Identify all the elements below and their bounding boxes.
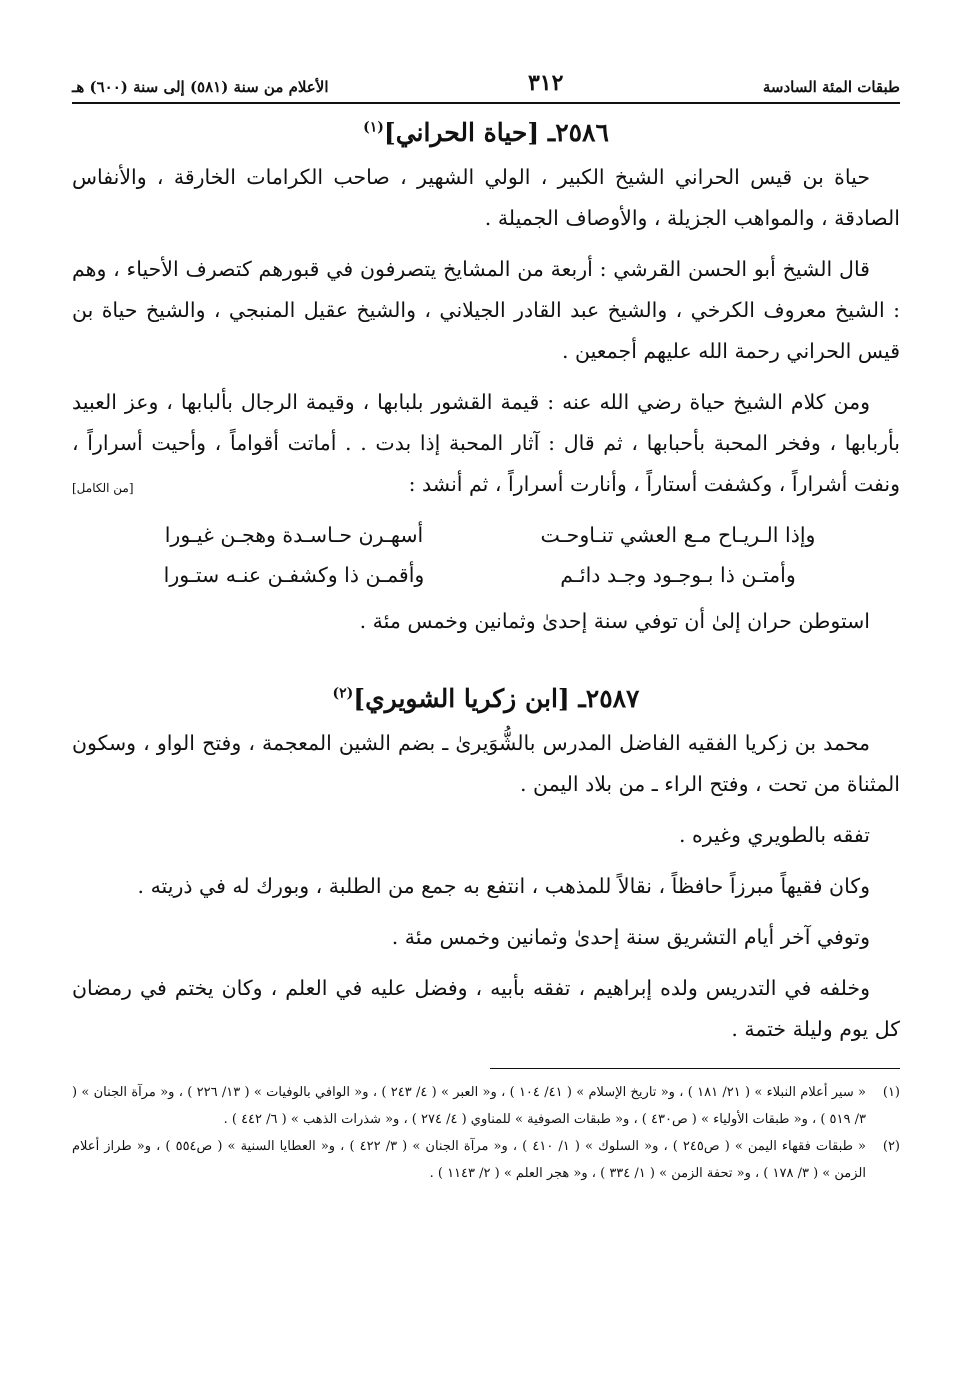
footnote-text: « سير أعلام النبلاء » ( ٢١/ ١٨١ ) ، و« تاريخ الإسلام » ( ٤١/ ١٠٤ ) ، و« العبر » ( ٤/ ٢٤٣ ) ، و« الوافي بالوفيات » ( ١٣/ ٢٢٦ ) ، و« مرآة الجنان » ( ٣/ ٥١٩ ) ، و« طبقات الأولياء » ( ص٤٣٠ ) ، و« طبقات الصوفية » للمناوي ( ٤/ ٢٧٤ ) ، و« شذرات الذهب » ( ٦/ ٤٤٢ ) . — [72, 1085, 866, 1127]
page-number: ٣١٢ — [527, 70, 564, 96]
entry-title-text: ٢٥٨٦ـ [حياة الحراني] — [383, 118, 609, 147]
paragraph: وتوفي آخر أيام التشريق سنة إحدىٰ وثمانين وخمس مئة . — [391, 925, 870, 949]
poetic-meter: [من الكامل] — [72, 481, 134, 495]
running-header — [72, 70, 900, 104]
paragraph: وكان فقيهاً مبرزاً حافظاً ، نقالاً للمذهب ، انتفع به جمع من الطلبة ، وبورك له في ذريته . — [137, 874, 870, 898]
paragraph: حياة بن قيس الحراني الشيخ الكبير ، الولي الشهير ، صاحب الكرامات الخارقة ، والأنفاس الصادقة ، والمواهب الجزيلة ، والأوصاف الجميلة . — [72, 165, 900, 230]
verse-hemistich-first: وأمتـن ذا بـوجـود وجـد دائـم — [560, 563, 796, 587]
footnote — [72, 1133, 900, 1187]
paragraph — [72, 382, 900, 505]
header-book-section: طبقات المئة السادسة — [762, 78, 900, 96]
verse-hemistich-second: وأقمـن ذا وكشفـن عنـه ستـورا — [163, 563, 425, 587]
book-page — [72, 70, 900, 1187]
entry-title-2586 — [72, 118, 900, 147]
paragraph-text: ومن كلام الشيخ حياة رضي الله عنه : قيمة القشور بلبابها ، وقيمة الرجال بألبابها ، وعز العبيد بأربابها ، وفخر المحبة بأحبابها ، ثم قال : آثار المحبة إذا بدت . . أماتت أقواماً ، وأحيت أسراراً ، ونفت أشراراً ، وكشفت أستاراً ، وأنارت أسراراً ، ثم أنشد : — [72, 390, 900, 496]
verse-hemistich-first: وإذا الـريـاح مـع العشي تنـاوحـت — [540, 523, 816, 547]
footnote-text: « طبقات فقهاء اليمن » ( ص٢٤٥ ) ، و« السلوك » ( ١/ ٤١٠ ) ، و« مرآة الجنان » ( ٣/ ٤٢٢ ) ، و« العطايا السنية » ( ص٥٥٤ ) ، و« طراز أعلام الزمن » ( ٣/ ١٧٨ ) ، و« تحفة الزمن » ( ١/ ٣٣٤ ) ، و« هجر العلم » ( ٢/ ١١٤٣ ) . — [72, 1139, 866, 1181]
entry-title-2587 — [72, 684, 900, 713]
entry-title-text: ٢٥٨٧ـ [ابن زكريا الشويري] — [353, 684, 640, 713]
verse-line — [72, 515, 900, 555]
paragraph: وخلفه في التدريس ولده إبراهيم ، تفقه بأبيه ، وفضل عليه في العلم ، وكان يختم في رمضان كل يوم وليلة ختمة . — [72, 976, 900, 1041]
footnote-number: (١) — [882, 1085, 900, 1100]
paragraph: استوطن حران إلىٰ أن توفي سنة إحدىٰ وثمانين وخمس مئة . — [359, 609, 870, 633]
verse-hemistich-second: أسهـرن حـاسـدة وهجـن غيـورا — [164, 523, 424, 547]
footnote-ref: (٢) — [332, 685, 354, 702]
footnote-ref: (١) — [363, 119, 384, 136]
header-range: الأعلام من سنة (٥٨١) إلى سنة (٦٠٠) هـ — [72, 78, 329, 96]
paragraph: تفقه بالطويري وغيره . — [678, 823, 870, 847]
verse-line — [72, 555, 900, 595]
footnote — [72, 1079, 900, 1133]
paragraph: قال الشيخ أبو الحسن القرشي : أربعة من المشايخ يتصرفون في قبورهم كتصرف الأحياء ، وهم : الشيخ معروف الكرخي ، والشيخ عبد القادر الجيلاني ، والشيخ عقيل المنبجي ، والشيخ حياة بن قيس الحراني رحمة الله عليهم أجمعين . — [72, 257, 900, 363]
paragraph: محمد بن زكريا الفقيه الفاضل المدرس بالشُّوَيرىٰ ـ بضم الشين المعجمة ، وفتح الواو ، وسكون المثناة من تحت ، وفتح الراء ـ من بلاد اليمن . — [72, 731, 900, 796]
footnote-divider — [490, 1068, 900, 1069]
footnote-number: (٢) — [882, 1139, 900, 1154]
